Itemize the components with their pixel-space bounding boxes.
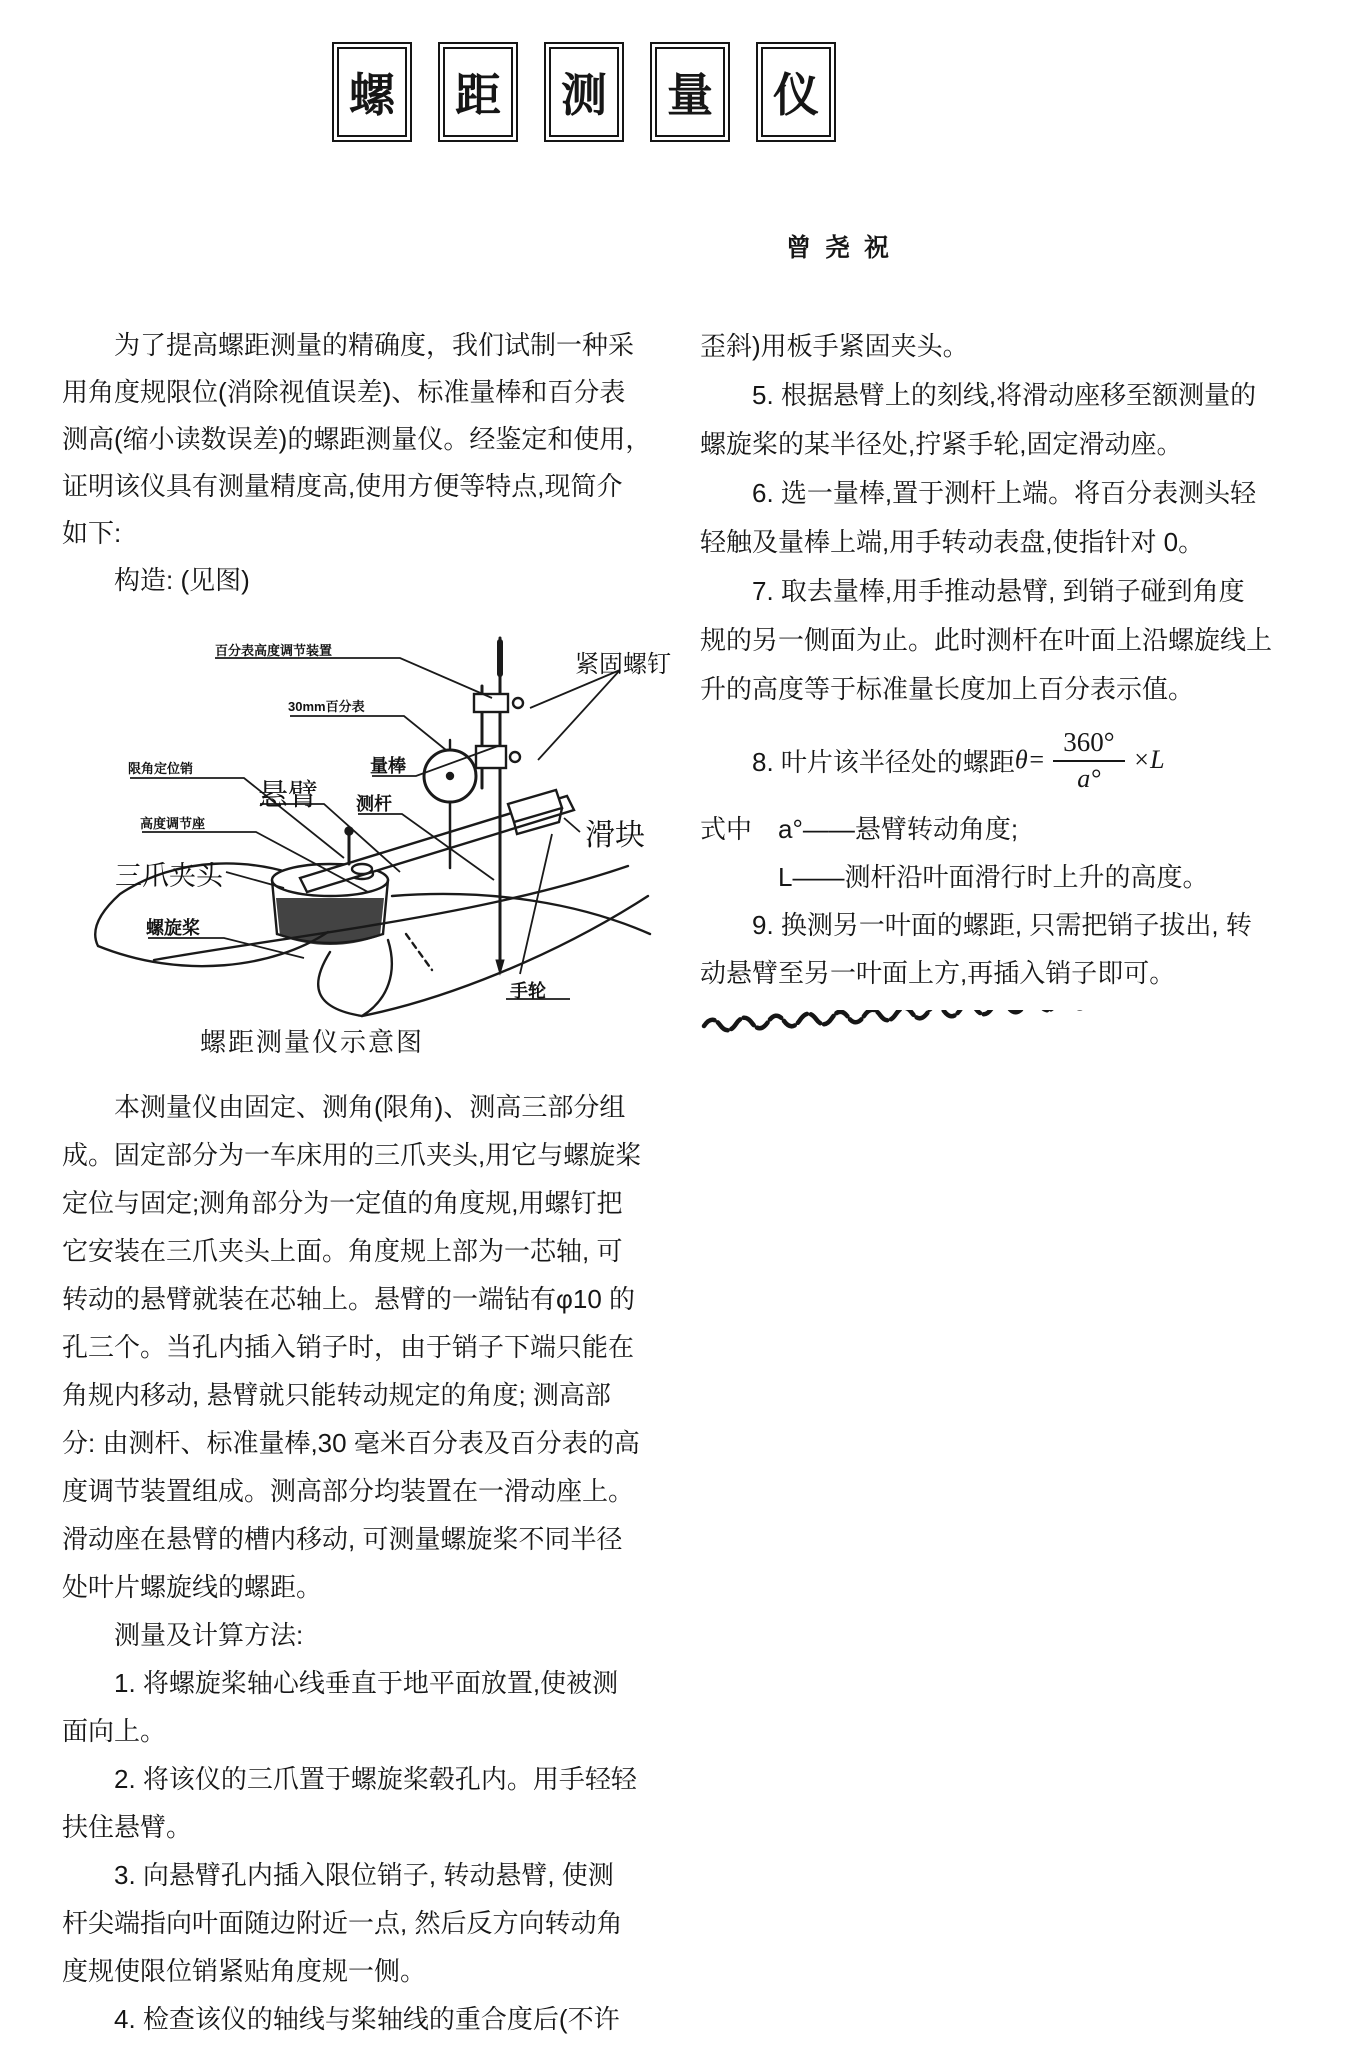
formula-fraction bbox=[1053, 727, 1124, 794]
text-line: 升的高度等于标准量长度加上百分表示值。 bbox=[700, 674, 1195, 704]
figure-caption: 螺距测量仪示意图 bbox=[199, 1027, 424, 1057]
text-line: 构造: (见图) bbox=[62, 565, 250, 595]
title-char-box: 测 bbox=[544, 42, 624, 142]
formula-numerator: 360° bbox=[1053, 727, 1124, 762]
figure-label: 百分表高度调节装置 bbox=[215, 643, 333, 658]
text-line: 转动的悬臂就装在芯轴上。悬臂的一端钻有φ10 的 bbox=[62, 1284, 636, 1314]
title-char-box: 量 bbox=[650, 42, 730, 142]
figure-label: 限角定位销 bbox=[128, 761, 194, 776]
text-line: 如下: bbox=[62, 518, 122, 548]
text-line: 度调节装置组成。测高部分均装置在一滑动座上。 bbox=[62, 1476, 635, 1506]
measuring-rod bbox=[496, 638, 504, 974]
formula-prefix: 8. 叶片该半径处的螺距 bbox=[700, 746, 1015, 777]
title-char-box: 距 bbox=[438, 42, 518, 142]
text-line: 2. 将该仪的三爪置于螺旋桨毂孔内。用手轻轻 bbox=[62, 1764, 637, 1794]
text-line: 7. 取去量棒,用手推动悬臂, 到销子碰到角度 bbox=[700, 576, 1245, 606]
text-line: 孔三个。当孔内插入销子时，由于销子下端只能在 bbox=[62, 1332, 635, 1362]
text-line: 轻触及量棒上端,用手转动表盘,使指针对 0。 bbox=[700, 527, 1205, 557]
figure-label: 高度调节座 bbox=[140, 816, 206, 831]
figure-label: 手轮 bbox=[510, 981, 546, 1001]
text-line: 5. 根据悬臂上的刻线,将滑动座移至额测量的 bbox=[700, 380, 1257, 410]
text-line: 动悬臂至另一叶面上方,再插入销子即可。 bbox=[700, 958, 1176, 988]
text-line: 测高(缩小读数误差)的螺距测量仪。经鉴定和使用， bbox=[62, 424, 652, 454]
page-title bbox=[332, 42, 836, 142]
text-line: 证明该仪具有测量精度高,使用方便等特点,现简介 bbox=[62, 471, 623, 501]
left-column-body bbox=[62, 1083, 666, 2043]
text-line: 分: 由测杆、标准量棒,30 毫米百分表及百分表的高 bbox=[62, 1428, 640, 1458]
text-line: 处叶片螺旋线的螺距。 bbox=[62, 1572, 323, 1602]
left-column-intro bbox=[62, 322, 666, 604]
figure-label: 紧固螺钉 bbox=[575, 651, 671, 678]
text-line: 度规使限位销紧贴角度规一侧。 bbox=[62, 1956, 427, 1986]
text-line: 4. 检查该仪的轴线与桨轴线的重合度后(不许 bbox=[62, 2004, 620, 2034]
right-column-top bbox=[700, 322, 1312, 714]
formula-denominator: a° bbox=[1077, 763, 1101, 793]
text-line: 成。固定部分为一车床用的三爪夹头,用它与螺旋桨 bbox=[62, 1140, 642, 1170]
title-char-box: 螺 bbox=[332, 42, 412, 142]
author-name: 曾尧祝 bbox=[786, 234, 904, 262]
formula-theta: θ= bbox=[1014, 745, 1046, 774]
text-line: 螺旋桨的某半径处,拧紧手轮,固定滑动座。 bbox=[700, 429, 1183, 459]
propeller-blade-bottom bbox=[318, 952, 362, 1016]
text-line: 角规内移动, 悬臂就只能转动规定的角度; 测高部 bbox=[62, 1380, 611, 1410]
formula-suffix: ×L bbox=[1132, 745, 1165, 774]
title-char-box: 仪 bbox=[756, 42, 836, 142]
text-line: 本测量仪由固定、测角(限角)、测高三部分组 bbox=[62, 1092, 626, 1122]
text-line: 规的另一侧面为止。此时测杆在叶面上沿螺旋线上 bbox=[700, 625, 1273, 655]
text-line: L——测杆沿叶面滑行时上升的高度。 bbox=[700, 862, 1209, 892]
figure-label: 量棒 bbox=[370, 756, 406, 776]
text-line: 1. 将螺旋桨轴心线垂直于地平面放置,使被测 bbox=[62, 1668, 619, 1698]
figure bbox=[62, 628, 682, 1020]
figure-label: 30mm百分表 bbox=[288, 699, 365, 714]
right-column-bottom bbox=[700, 805, 1312, 997]
text-line: 9. 换测另一叶面的螺距, 只需把销子拔出, 转 bbox=[700, 910, 1252, 940]
figure-label: 测杆 bbox=[356, 794, 392, 814]
text-line: 滑动座在悬臂的槽内移动, 可测量螺旋桨不同半径 bbox=[62, 1524, 623, 1554]
text-line: 定位与固定;测角部分为一定值的角度规,用螺钉把 bbox=[62, 1188, 623, 1218]
propeller-edge-long bbox=[154, 866, 628, 960]
text-line: 式中 a°——悬臂转动角度; bbox=[700, 814, 1019, 844]
text-line: 杆尖端指向叶面随边附近一点, 然后反方向转动角 bbox=[62, 1908, 623, 1938]
text-line: 为了提高螺距测量的精确度，我们试制一种采 bbox=[62, 330, 635, 360]
text-line: 歪斜)用板手紧固夹头。 bbox=[700, 331, 969, 361]
text-line: 扶住悬臂。 bbox=[62, 1812, 193, 1842]
section-divider bbox=[700, 1010, 1300, 1036]
pitch-formula bbox=[700, 716, 1312, 804]
figure-label: 螺旋桨 bbox=[146, 918, 200, 938]
propeller-edge-lower bbox=[362, 896, 648, 1016]
text-line: 面向上。 bbox=[62, 1716, 167, 1746]
text-line: 它安装在三爪夹头上面。角度规上部为一芯轴, 可 bbox=[62, 1236, 623, 1266]
text-line: 6. 选一量棒,置于测杆上端。将百分表测头轻 bbox=[700, 478, 1257, 508]
figure-label: 悬臂 bbox=[258, 779, 318, 812]
figure-label: 三爪夹头 bbox=[115, 861, 223, 891]
text-line: 测量及计算方法: bbox=[62, 1620, 304, 1650]
text-line: 用角度规限位(消除视值误差)、标准量棒和百分表 bbox=[62, 377, 626, 407]
text-line: 3. 向悬臂孔内插入限位销子, 转动悬臂, 使测 bbox=[62, 1860, 614, 1890]
figure-label: 滑块 bbox=[585, 819, 645, 852]
